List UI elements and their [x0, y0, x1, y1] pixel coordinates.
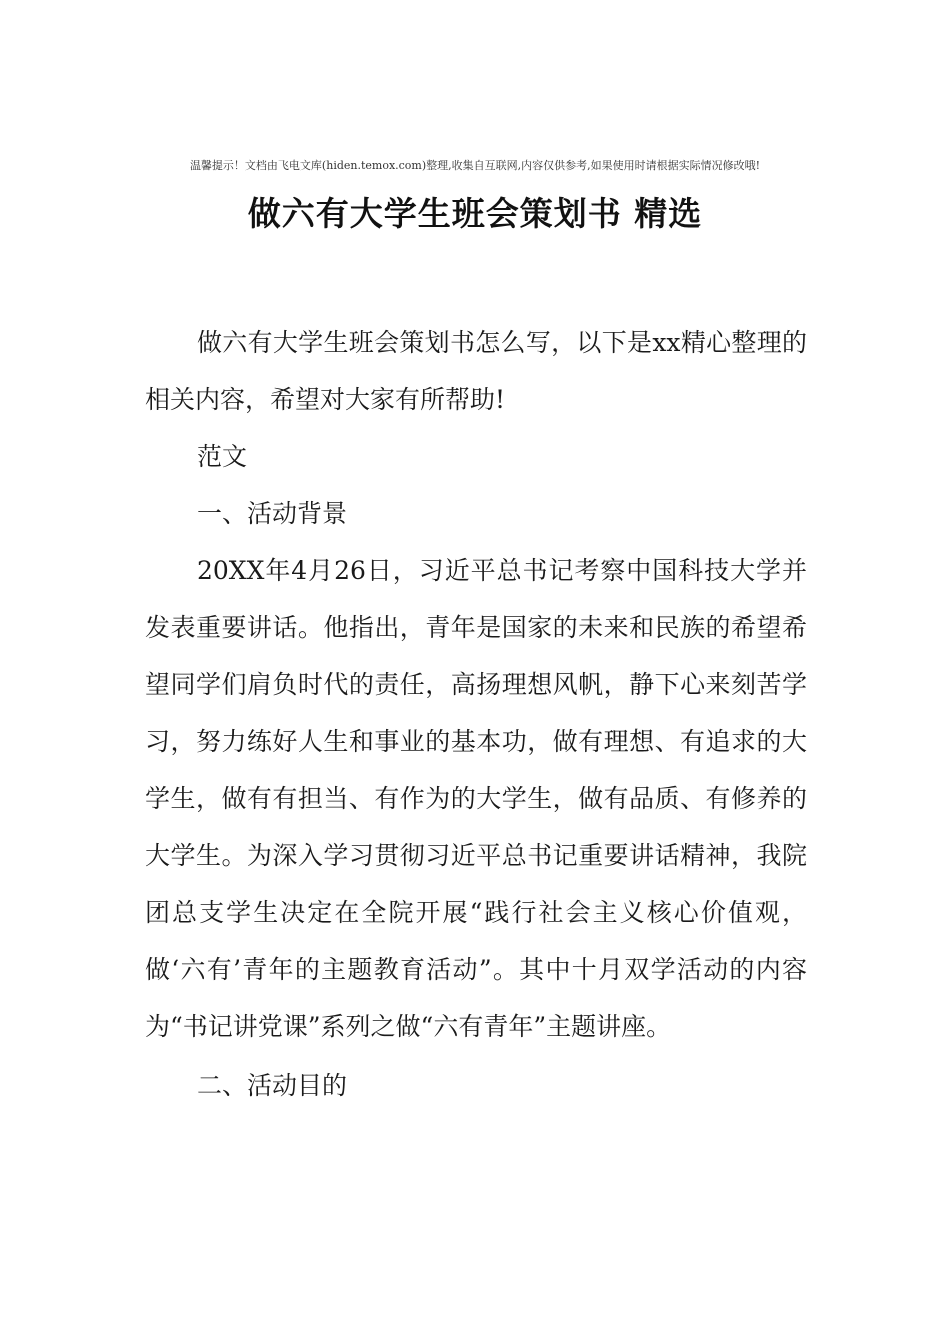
- document-body: [145, 314, 807, 1114]
- section-heading-purpose: 二、活动目的: [197, 1071, 348, 1100]
- header-notice: 温馨提示！文档由飞电文库(hiden.temox.com)整理,收集自互联网,内容仅供参考,如果使用时请根据实际情况修改哦!: [189, 159, 761, 172]
- section-heading-background: 一、活动背景: [197, 499, 348, 528]
- intro-paragraph: 做六有大学生班会策划书怎么写，以下是xx精心整理的相关内容，希望对大家有所帮助!: [145, 328, 807, 414]
- document-title: 做六有大学生班会策划书 精选: [247, 194, 703, 233]
- section-label-sample: 范文: [197, 442, 248, 471]
- background-paragraph: 20XX年4月26日，习近平总书记考察中国科技大学并发表重要讲话。他指出，青年是国家的未来和民族的希望希望同学们肩负时代的责任，高扬理想风帆，静下心来刻苦学习，努力练好人生和事业的基本功，做有理想、有追求的大学生，做有有担当、有作为的大学生，做有品质、有修养的大学生。为深入学习贯彻习近平总书记重要讲话精神，我院团总支学生决定在全院开展“践行社会主义核心价值观，做‘六有’青年的主题教育活动”。其中十月双学活动的内容为“书记讲党课”系列之做“六有青年”主题讲座。: [145, 556, 807, 1041]
